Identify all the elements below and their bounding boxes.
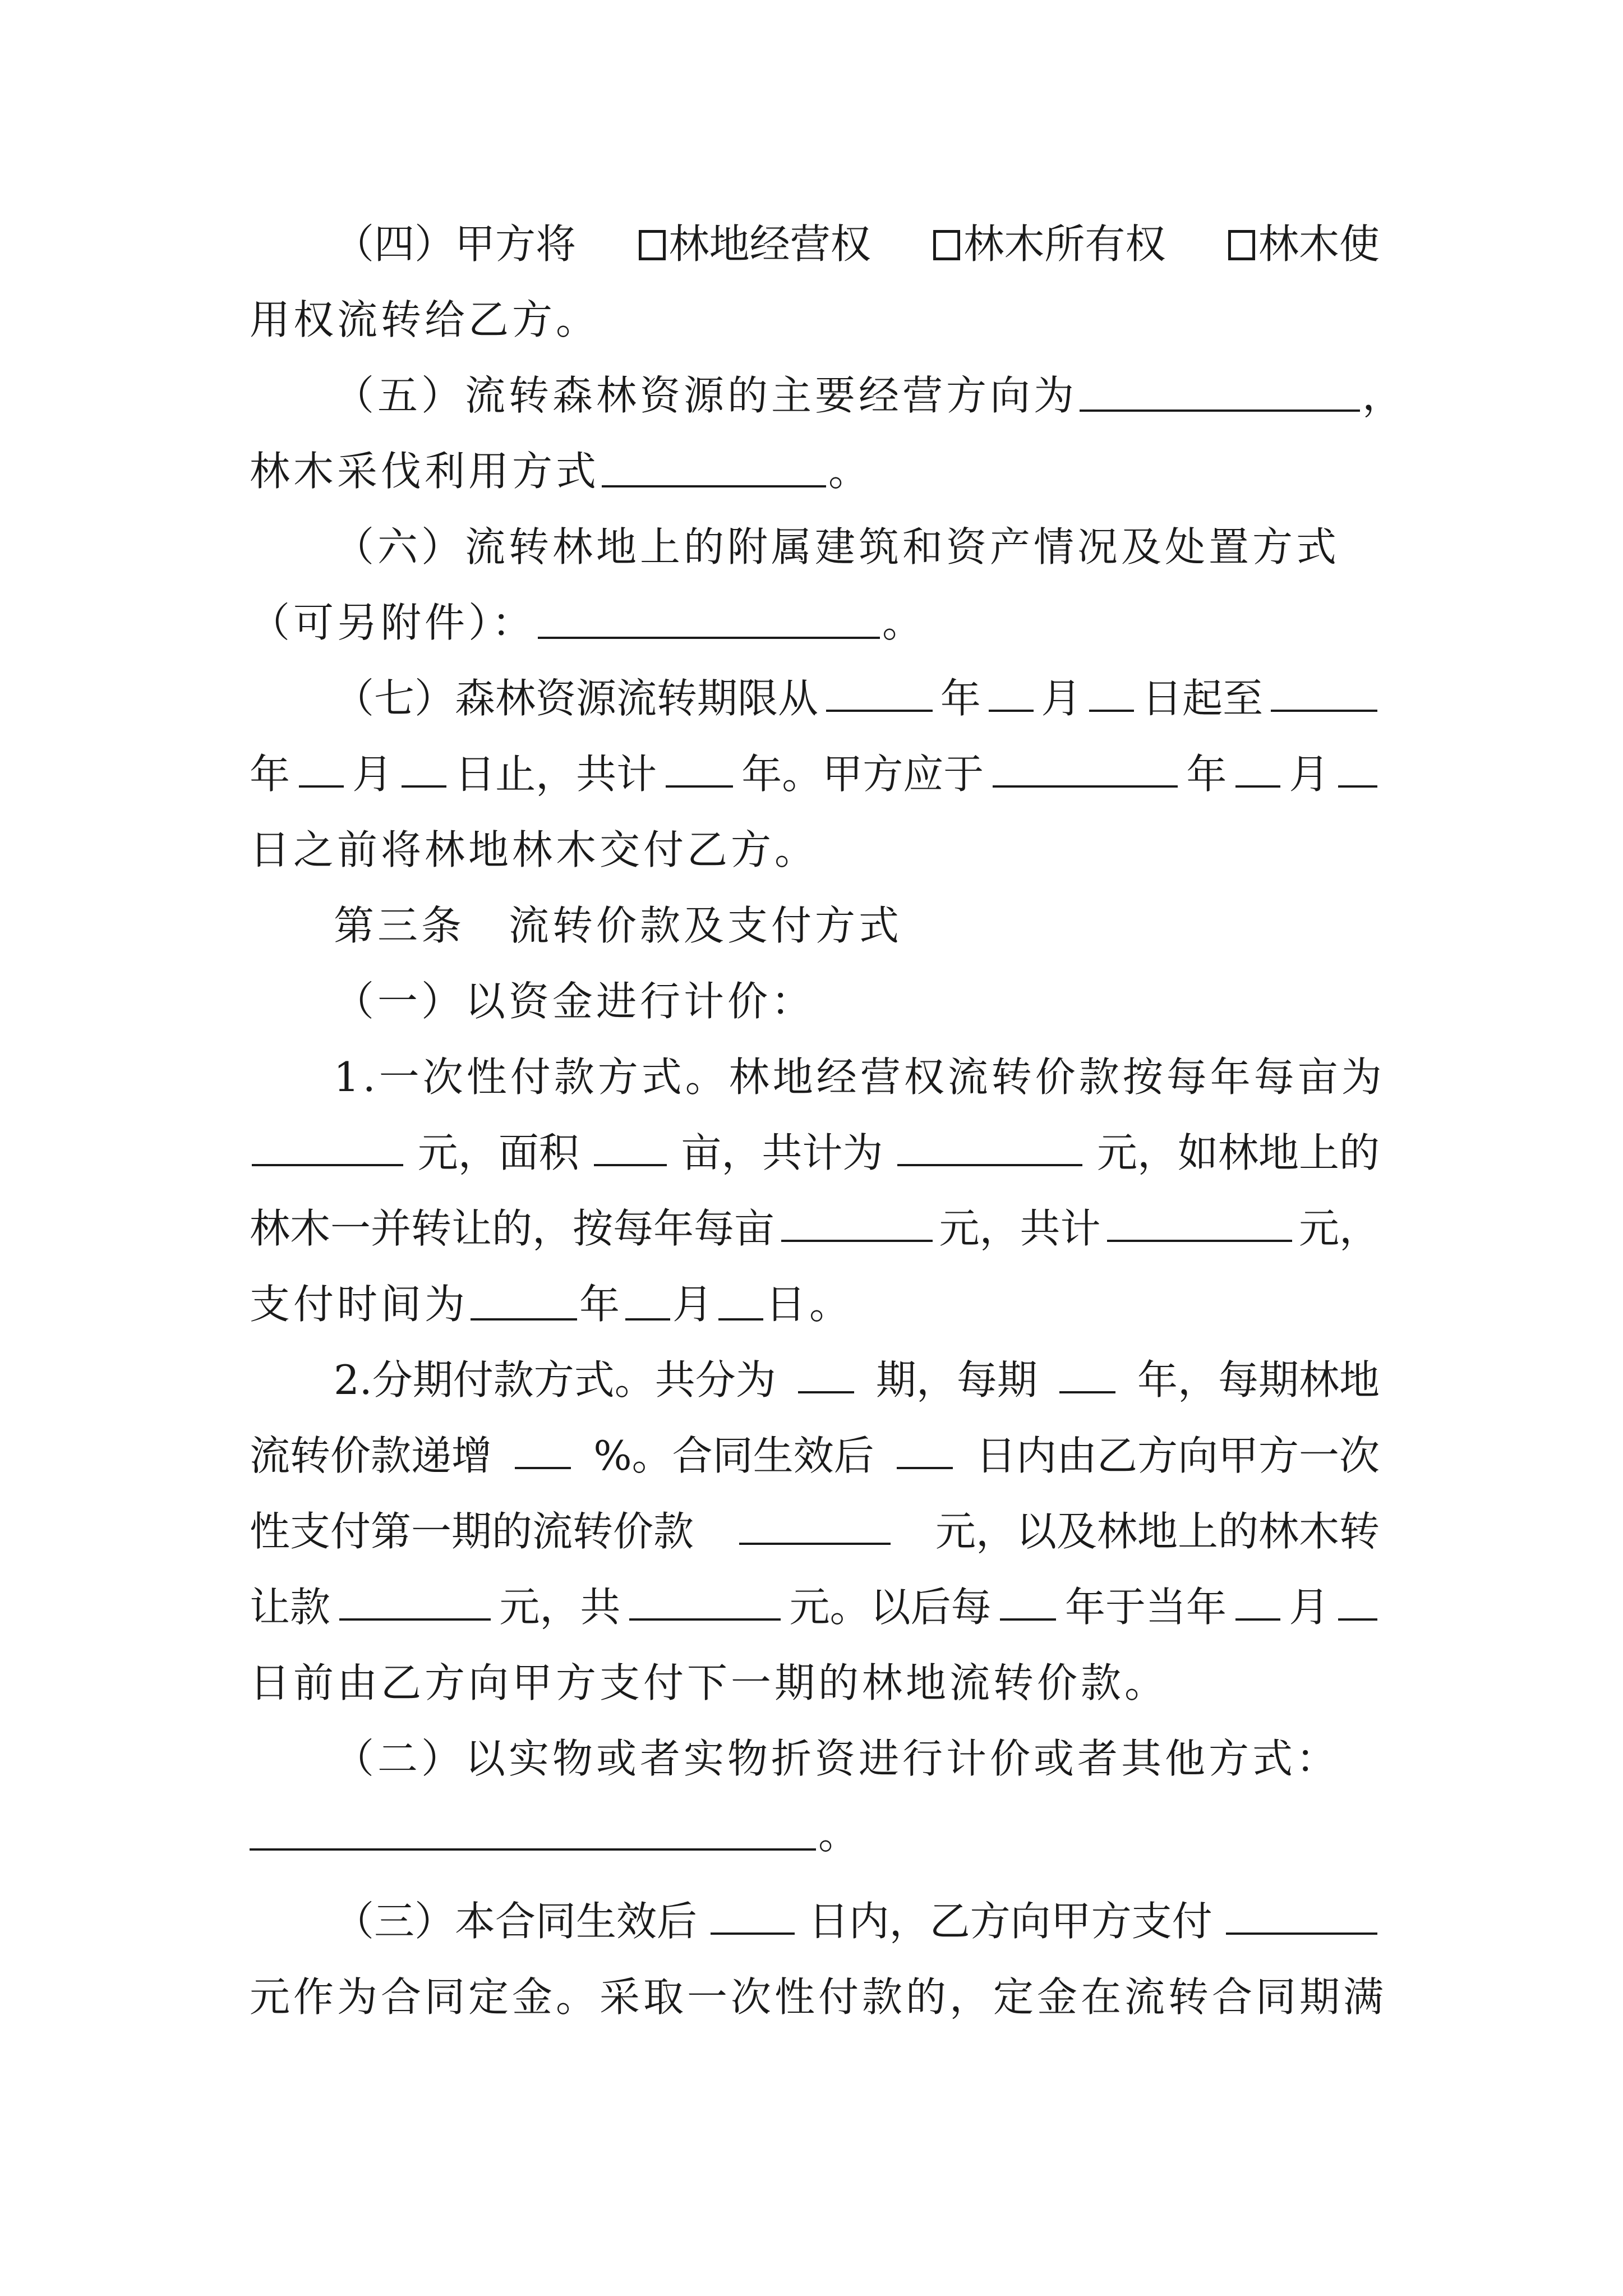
blank-field[interactable] bbox=[897, 1125, 1082, 1166]
deposit-line-1: （三）本合同生效后 日内，乙方向甲方支付 bbox=[334, 1893, 1380, 1949]
blank-field[interactable] bbox=[625, 1279, 670, 1320]
deposit-line-2: 元作为合同定金。采取一次性付款的，定金在流转合同期满 bbox=[250, 1973, 1387, 2021]
installment-line-2: 流转价款递增 %。合同生效后 日内由乙方向甲方一次 bbox=[250, 1428, 1380, 1484]
blank-field[interactable] bbox=[299, 746, 344, 788]
price-item-1-heading: （一）以资金进行计价： bbox=[334, 978, 815, 1025]
blank-field[interactable] bbox=[1000, 1579, 1056, 1621]
clause-5-line-1: （五）流转森林资源的主要经营方向为 ， bbox=[334, 367, 1380, 424]
checkbox[interactable] bbox=[1228, 230, 1255, 260]
blank-field[interactable] bbox=[1338, 1579, 1377, 1621]
blank-field[interactable] bbox=[1338, 746, 1377, 788]
blank-field[interactable] bbox=[515, 1428, 571, 1469]
lump-sum-line-1: 1.一次性付款方式。林地经营权流转价款按每年每亩为 bbox=[334, 1053, 1385, 1101]
blank-field[interactable] bbox=[666, 746, 733, 788]
clause-5-line-2: 林木采伐利用方式 。 bbox=[250, 443, 1380, 499]
installment-line-5: 日前由乙方向甲方支付下一期的林地流转价款。 bbox=[250, 1659, 1169, 1706]
blank-field[interactable] bbox=[594, 1125, 667, 1166]
blank-field[interactable] bbox=[602, 446, 826, 487]
installment-line-1: 2.分期付款方式。共分为 期，每期 年，每期林地 bbox=[334, 1352, 1380, 1408]
blank-field[interactable] bbox=[1271, 670, 1377, 712]
blank-field[interactable] bbox=[1089, 670, 1134, 712]
clause-6-line-2: （可另附件）： 。 bbox=[250, 595, 1380, 651]
blank-field[interactable] bbox=[1107, 1200, 1292, 1242]
blank-field[interactable] bbox=[629, 1579, 781, 1621]
blank-field[interactable] bbox=[252, 1125, 403, 1166]
blank-field[interactable] bbox=[538, 597, 880, 639]
price-item-2-line-2: 。 bbox=[250, 1806, 1380, 1862]
clause-7-line-3: 日之前将林地林木交付乙方。 bbox=[250, 826, 819, 873]
blank-field[interactable] bbox=[339, 1579, 491, 1621]
lump-sum-line-2: 元，面积 亩，共计为 元，如林地上的 bbox=[250, 1125, 1380, 1181]
lump-sum-line-4: 支付时间为 年 月 日。 bbox=[250, 1276, 1380, 1332]
blank-field[interactable] bbox=[739, 1503, 891, 1545]
installment-line-4: 让款 元，共 元。以后每 年于当年 月 bbox=[250, 1579, 1380, 1635]
installment-line-3: 性支付第一期的流转价款 元，以及林地上的林木转 bbox=[250, 1503, 1380, 1559]
clause-4-line-1: （四）甲方将 林地经营权 林木所有权 林木使 bbox=[334, 220, 1380, 268]
blank-field[interactable] bbox=[989, 670, 1034, 712]
blank-field[interactable] bbox=[1080, 370, 1360, 412]
clause-7-line-2: 年 月 日止，共计 年。甲方应于 年 月 bbox=[250, 746, 1380, 802]
blank-field[interactable] bbox=[897, 1428, 953, 1469]
checkbox[interactable] bbox=[639, 230, 666, 260]
clause-7-line-1: （七）森林资源流转期限从 年 月 日起至 bbox=[334, 670, 1380, 726]
blank-field[interactable] bbox=[781, 1200, 933, 1242]
blank-field[interactable] bbox=[711, 1893, 795, 1935]
blank-field[interactable] bbox=[993, 746, 1178, 788]
blank-field[interactable] bbox=[826, 670, 933, 712]
checkbox[interactable] bbox=[933, 230, 960, 260]
blank-field[interactable] bbox=[402, 746, 446, 788]
article-3-heading: 第三条 流转价款及支付方式 bbox=[334, 902, 903, 949]
blank-field[interactable] bbox=[798, 1352, 854, 1393]
blank-field[interactable] bbox=[471, 1279, 577, 1320]
clause-6-line-1: （六）流转林地上的附属建筑和资产情况及处置方式 bbox=[334, 523, 1340, 570]
blank-field[interactable] bbox=[250, 1809, 816, 1851]
blank-field[interactable] bbox=[1226, 1893, 1377, 1935]
lump-sum-line-3: 林木一并转让的，按每年每亩 元，共计 元， bbox=[250, 1200, 1380, 1257]
blank-field[interactable] bbox=[1059, 1352, 1115, 1393]
blank-field[interactable] bbox=[1235, 1579, 1280, 1621]
blank-field[interactable] bbox=[1235, 746, 1280, 788]
price-item-2-line-1: （二）以实物或者实物折资进行计价或者其他方式： bbox=[334, 1735, 1340, 1782]
clause-4-line-2: 用权流转给乙方。 bbox=[250, 296, 600, 343]
blank-field[interactable] bbox=[718, 1279, 763, 1320]
